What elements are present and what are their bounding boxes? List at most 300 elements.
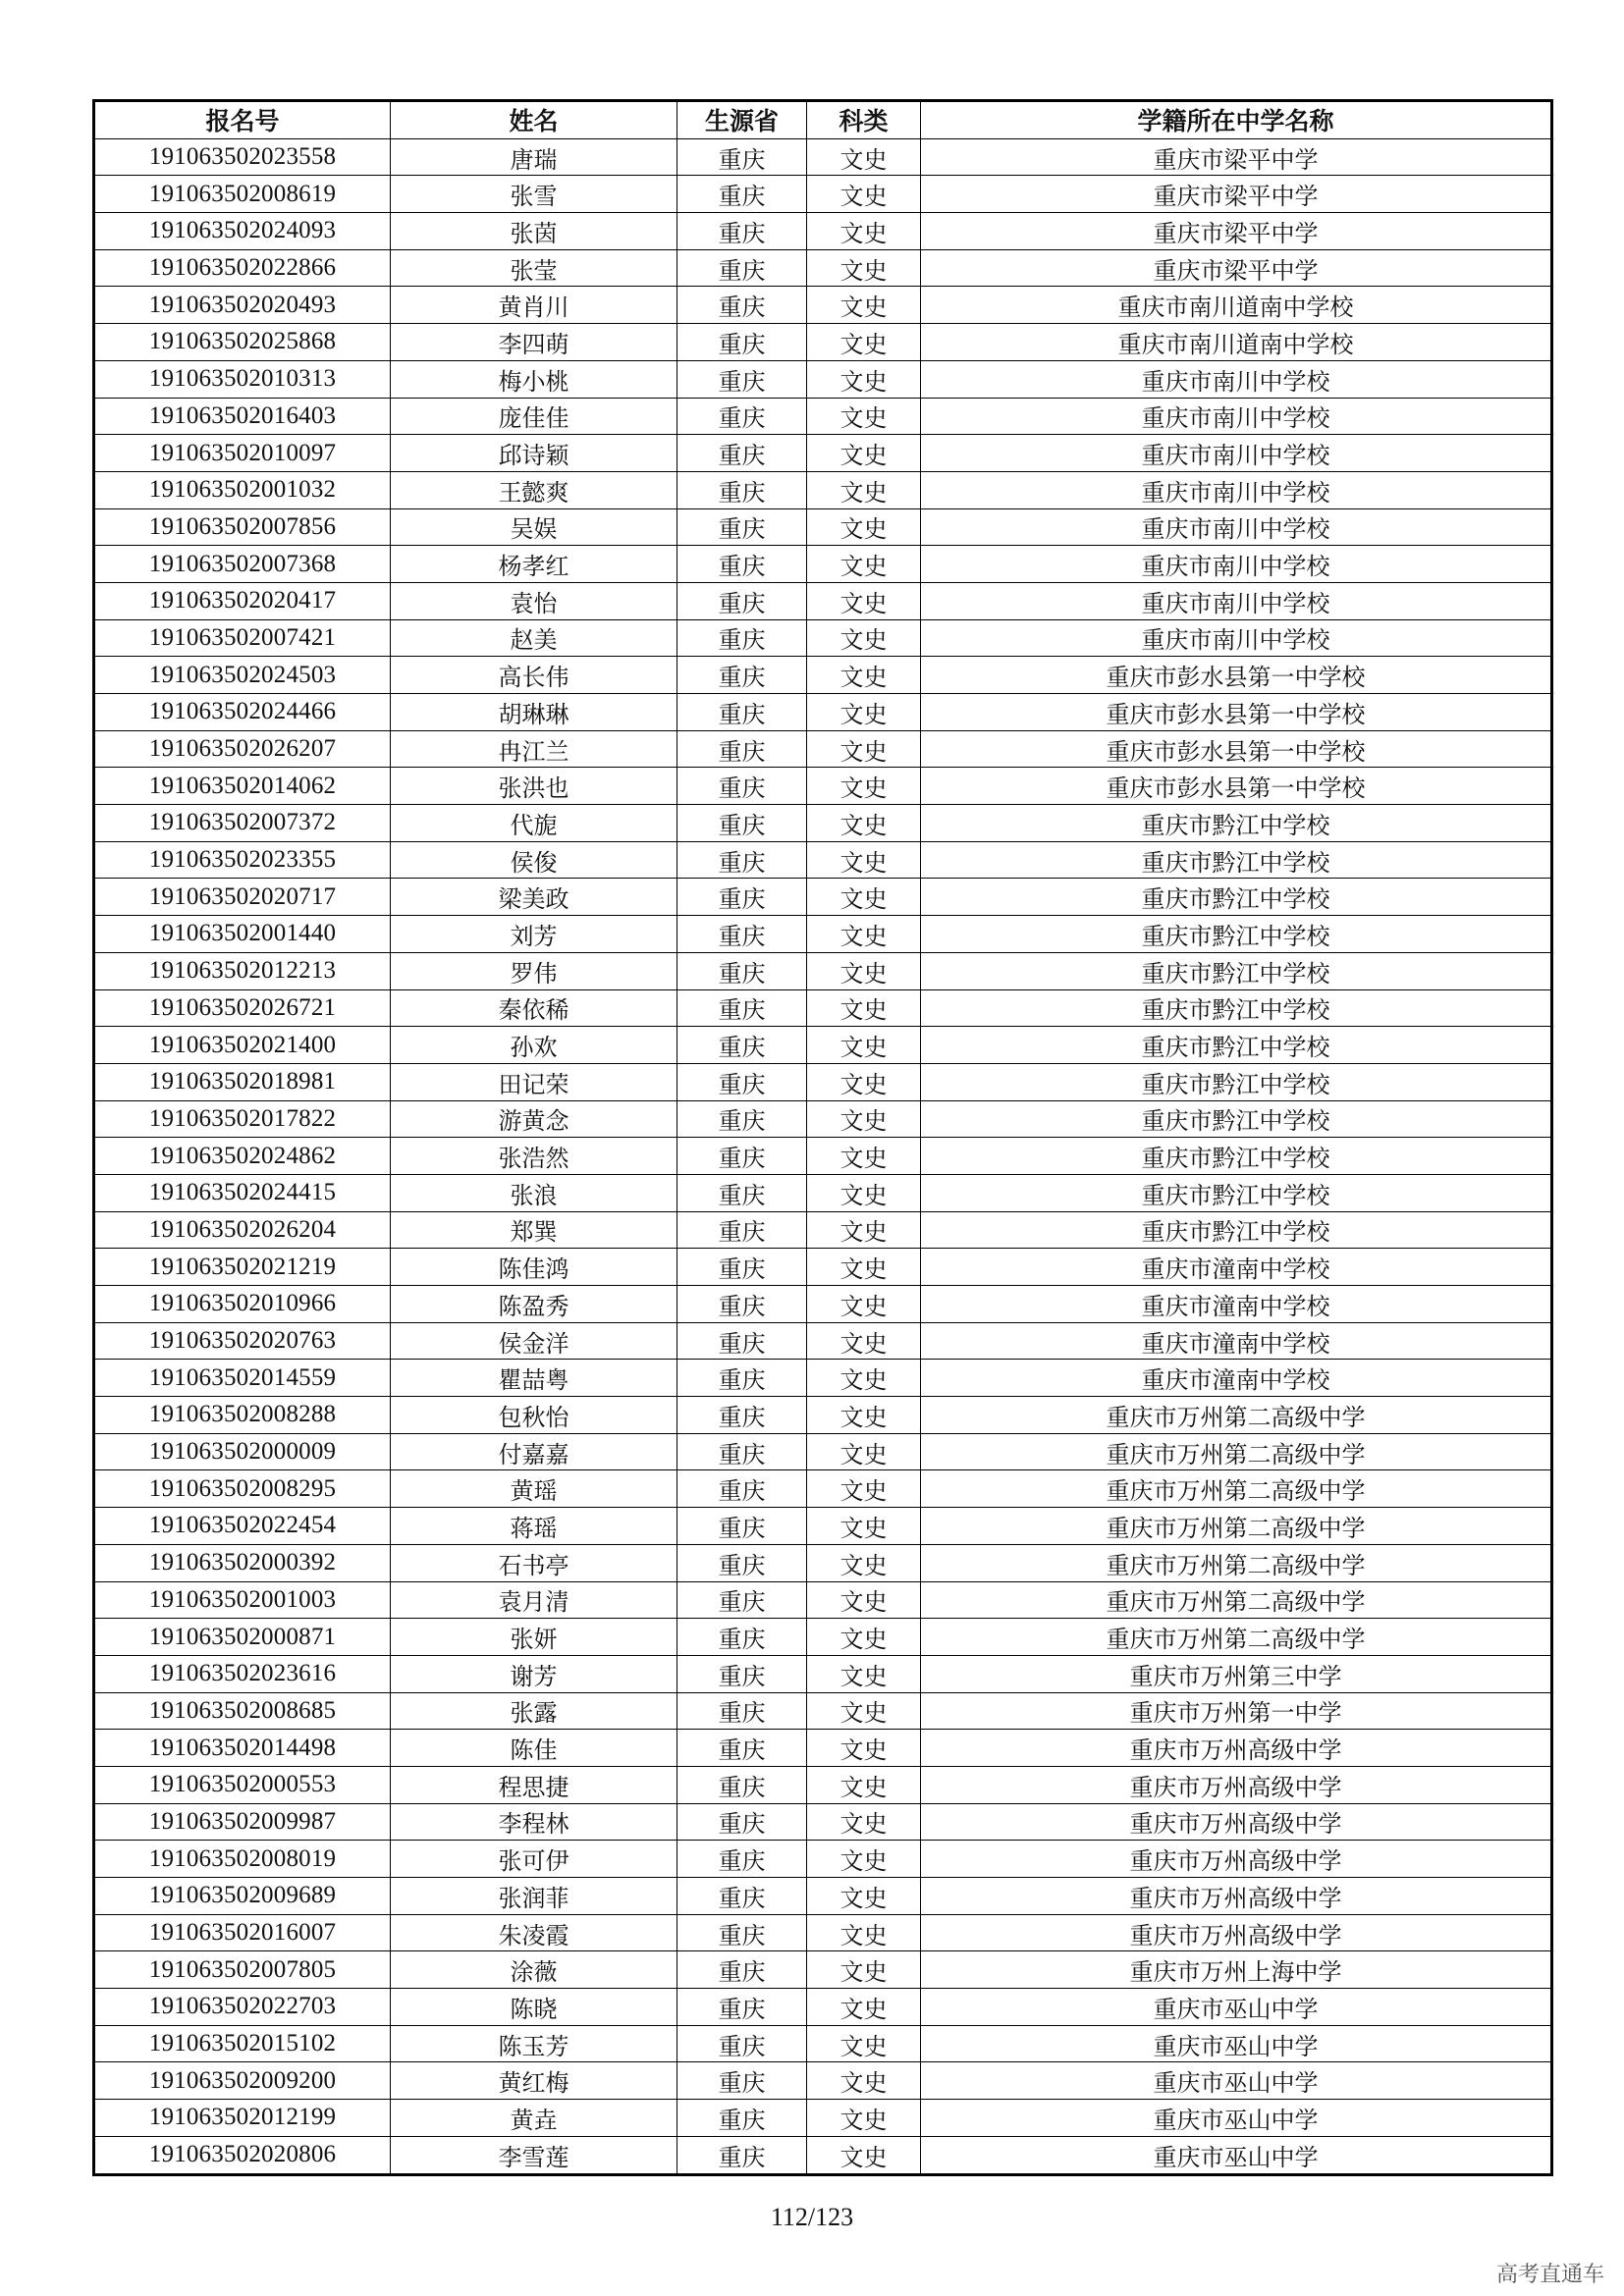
name-cell: 唐瑞 xyxy=(391,138,677,176)
name-cell: 陈晓 xyxy=(391,1989,677,2026)
school-cell: 重庆市黔江中学校 xyxy=(921,1100,1552,1138)
category-cell: 文史 xyxy=(807,768,921,805)
school-cell: 重庆市万州高级中学 xyxy=(921,1841,1552,1878)
registration-number-cell: 191063502020806 xyxy=(94,2136,391,2174)
school-cell: 重庆市巫山中学 xyxy=(921,2100,1552,2137)
registration-number-cell: 191063502001032 xyxy=(94,471,391,508)
registration-number-cell: 191063502022454 xyxy=(94,1508,391,1545)
name-cell: 包秋怡 xyxy=(391,1397,677,1434)
category-cell: 文史 xyxy=(807,1508,921,1545)
table-row xyxy=(94,582,1552,619)
registration-number-cell: 191063502007368 xyxy=(94,546,391,583)
school-cell: 重庆市南川中学校 xyxy=(921,546,1552,583)
school-cell: 重庆市万州第三中学 xyxy=(921,1655,1552,1692)
category-cell: 文史 xyxy=(807,694,921,731)
province-cell: 重庆 xyxy=(677,1692,807,1730)
category-cell: 文史 xyxy=(807,324,921,361)
registration-number-cell: 191063502000871 xyxy=(94,1619,391,1656)
table-row xyxy=(94,1211,1552,1249)
table-row xyxy=(94,1249,1552,1286)
category-cell: 文史 xyxy=(807,1692,921,1730)
category-cell: 文史 xyxy=(807,841,921,879)
province-cell: 重庆 xyxy=(677,1841,807,1878)
province-cell: 重庆 xyxy=(677,657,807,694)
category-cell: 文史 xyxy=(807,1470,921,1508)
table-row xyxy=(94,952,1552,989)
province-cell: 重庆 xyxy=(677,360,807,398)
category-cell: 文史 xyxy=(807,805,921,842)
name-cell: 代旎 xyxy=(391,805,677,842)
school-cell: 重庆市潼南中学校 xyxy=(921,1249,1552,1286)
name-cell: 石书亭 xyxy=(391,1544,677,1581)
table-row xyxy=(94,1508,1552,1545)
table-row xyxy=(94,1730,1552,1767)
province-cell: 重庆 xyxy=(677,1951,807,1989)
registration-number-cell: 191063502000009 xyxy=(94,1433,391,1470)
province-cell: 重庆 xyxy=(677,1027,807,1064)
table-row xyxy=(94,694,1552,731)
school-cell: 重庆市彭水县第一中学校 xyxy=(921,768,1552,805)
table-row xyxy=(94,989,1552,1027)
table-row xyxy=(94,1914,1552,1951)
province-cell: 重庆 xyxy=(677,582,807,619)
registration-number-cell: 191063502001440 xyxy=(94,916,391,953)
category-cell: 文史 xyxy=(807,1211,921,1249)
registration-number-cell: 191063502014559 xyxy=(94,1360,391,1397)
category-cell: 文史 xyxy=(807,1619,921,1656)
registration-number-cell: 191063502023558 xyxy=(94,138,391,176)
province-cell: 重庆 xyxy=(677,1581,807,1619)
school-cell: 重庆市万州第二高级中学 xyxy=(921,1397,1552,1434)
school-cell: 重庆市潼南中学校 xyxy=(921,1360,1552,1397)
school-cell: 重庆市梁平中学 xyxy=(921,249,1552,287)
name-cell: 黄瑶 xyxy=(391,1470,677,1508)
name-cell: 郑巽 xyxy=(391,1211,677,1249)
school-cell: 重庆市南川中学校 xyxy=(921,435,1552,472)
table-row xyxy=(94,471,1552,508)
category-cell: 文史 xyxy=(807,1655,921,1692)
province-cell: 重庆 xyxy=(677,952,807,989)
registration-number-cell: 191063502020417 xyxy=(94,582,391,619)
category-cell: 文史 xyxy=(807,1914,921,1951)
header-category: 科类 xyxy=(807,101,921,139)
category-cell: 文史 xyxy=(807,1100,921,1138)
category-cell: 文史 xyxy=(807,1138,921,1175)
province-cell: 重庆 xyxy=(677,879,807,916)
registration-number-cell: 191063502007856 xyxy=(94,508,391,546)
category-cell: 文史 xyxy=(807,1766,921,1803)
school-cell: 重庆市万州第二高级中学 xyxy=(921,1619,1552,1656)
table-row xyxy=(94,1655,1552,1692)
name-cell: 张莹 xyxy=(391,249,677,287)
registration-number-cell: 191063502024862 xyxy=(94,1138,391,1175)
name-cell: 王懿爽 xyxy=(391,471,677,508)
school-cell: 重庆市梁平中学 xyxy=(921,138,1552,176)
registration-number-cell: 191063502022703 xyxy=(94,1989,391,2026)
registration-number-cell: 191063502007372 xyxy=(94,805,391,842)
name-cell: 邱诗颖 xyxy=(391,435,677,472)
registration-number-cell: 191063502016403 xyxy=(94,398,391,435)
header-registration-number: 报名号 xyxy=(94,101,391,139)
school-cell: 重庆市南川道南中学校 xyxy=(921,324,1552,361)
name-cell: 黄垚 xyxy=(391,2100,677,2137)
province-cell: 重庆 xyxy=(677,1508,807,1545)
province-cell: 重庆 xyxy=(677,1397,807,1434)
table-row xyxy=(94,1989,1552,2026)
registration-number-cell: 191063502021219 xyxy=(94,1249,391,1286)
province-cell: 重庆 xyxy=(677,1249,807,1286)
name-cell: 陈盈秀 xyxy=(391,1286,677,1323)
table-row xyxy=(94,2062,1552,2100)
school-cell: 重庆市万州第一中学 xyxy=(921,1692,1552,1730)
name-cell: 侯俊 xyxy=(391,841,677,879)
province-cell: 重庆 xyxy=(677,619,807,657)
registration-number-cell: 191063502015102 xyxy=(94,2025,391,2062)
school-cell: 重庆市巫山中学 xyxy=(921,1989,1552,2026)
province-cell: 重庆 xyxy=(677,508,807,546)
table-row xyxy=(94,1322,1552,1360)
province-cell: 重庆 xyxy=(677,398,807,435)
registration-number-cell: 191063502008019 xyxy=(94,1841,391,1878)
registration-number-cell: 191063502024415 xyxy=(94,1174,391,1211)
category-cell: 文史 xyxy=(807,360,921,398)
province-cell: 重庆 xyxy=(677,249,807,287)
table-row xyxy=(94,1360,1552,1397)
name-cell: 付嘉嘉 xyxy=(391,1433,677,1470)
category-cell: 文史 xyxy=(807,1951,921,1989)
table-row xyxy=(94,176,1552,213)
school-cell: 重庆市黔江中学校 xyxy=(921,989,1552,1027)
registration-number-cell: 191063502009987 xyxy=(94,1803,391,1841)
category-cell: 文史 xyxy=(807,435,921,472)
school-cell: 重庆市黔江中学校 xyxy=(921,1211,1552,1249)
school-cell: 重庆市南川中学校 xyxy=(921,471,1552,508)
registration-number-cell: 191063502008295 xyxy=(94,1470,391,1508)
school-cell: 重庆市万州高级中学 xyxy=(921,1878,1552,1915)
table-row xyxy=(94,768,1552,805)
name-cell: 梅小桃 xyxy=(391,360,677,398)
category-cell: 文史 xyxy=(807,657,921,694)
name-cell: 张可伊 xyxy=(391,1841,677,1878)
name-cell: 陈佳 xyxy=(391,1730,677,1767)
name-cell: 黄红梅 xyxy=(391,2062,677,2100)
province-cell: 重庆 xyxy=(677,2136,807,2174)
school-cell: 重庆市南川中学校 xyxy=(921,619,1552,657)
category-cell: 文史 xyxy=(807,582,921,619)
registration-number-cell: 191063502017822 xyxy=(94,1100,391,1138)
province-cell: 重庆 xyxy=(677,694,807,731)
table-row xyxy=(94,2100,1552,2137)
header-school: 学籍所在中学名称 xyxy=(921,101,1552,139)
school-cell: 重庆市万州第二高级中学 xyxy=(921,1508,1552,1545)
school-cell: 重庆市黔江中学校 xyxy=(921,1174,1552,1211)
category-cell: 文史 xyxy=(807,213,921,250)
school-cell: 重庆市梁平中学 xyxy=(921,176,1552,213)
name-cell: 孙欢 xyxy=(391,1027,677,1064)
category-cell: 文史 xyxy=(807,138,921,176)
province-cell: 重庆 xyxy=(677,1878,807,1915)
category-cell: 文史 xyxy=(807,1286,921,1323)
table-row xyxy=(94,360,1552,398)
province-cell: 重庆 xyxy=(677,1433,807,1470)
province-cell: 重庆 xyxy=(677,2025,807,2062)
category-cell: 文史 xyxy=(807,2100,921,2137)
name-cell: 侯金洋 xyxy=(391,1322,677,1360)
name-cell: 罗伟 xyxy=(391,952,677,989)
registration-number-cell: 191063502024093 xyxy=(94,213,391,250)
school-cell: 重庆市万州第二高级中学 xyxy=(921,1470,1552,1508)
registration-number-cell: 191063502026207 xyxy=(94,730,391,768)
name-cell: 秦依稀 xyxy=(391,989,677,1027)
name-cell: 张浩然 xyxy=(391,1138,677,1175)
school-cell: 重庆市黔江中学校 xyxy=(921,952,1552,989)
province-cell: 重庆 xyxy=(677,1470,807,1508)
name-cell: 田记荣 xyxy=(391,1063,677,1100)
school-cell: 重庆市万州第二高级中学 xyxy=(921,1433,1552,1470)
category-cell: 文史 xyxy=(807,1878,921,1915)
name-cell: 程思捷 xyxy=(391,1766,677,1803)
province-cell: 重庆 xyxy=(677,1766,807,1803)
name-cell: 朱凌霞 xyxy=(391,1914,677,1951)
registration-number-cell: 191063502023355 xyxy=(94,841,391,879)
table-row xyxy=(94,1100,1552,1138)
category-cell: 文史 xyxy=(807,2025,921,2062)
registration-number-cell: 191063502020763 xyxy=(94,1322,391,1360)
registration-number-cell: 191063502010313 xyxy=(94,360,391,398)
name-cell: 黄肖川 xyxy=(391,287,677,324)
registration-number-cell: 191063502024503 xyxy=(94,657,391,694)
category-cell: 文史 xyxy=(807,471,921,508)
province-cell: 重庆 xyxy=(677,989,807,1027)
category-cell: 文史 xyxy=(807,1581,921,1619)
table-row xyxy=(94,1619,1552,1656)
table-row xyxy=(94,1470,1552,1508)
table-row xyxy=(94,508,1552,546)
province-cell: 重庆 xyxy=(677,1100,807,1138)
name-cell: 陈佳鸿 xyxy=(391,1249,677,1286)
category-cell: 文史 xyxy=(807,1027,921,1064)
registration-number-cell: 191063502014498 xyxy=(94,1730,391,1767)
name-cell: 刘芳 xyxy=(391,916,677,953)
table-row xyxy=(94,1544,1552,1581)
table-row xyxy=(94,1803,1552,1841)
category-cell: 文史 xyxy=(807,1989,921,2026)
province-cell: 重庆 xyxy=(677,916,807,953)
school-cell: 重庆市南川中学校 xyxy=(921,360,1552,398)
registration-number-cell: 191063502000553 xyxy=(94,1766,391,1803)
province-cell: 重庆 xyxy=(677,176,807,213)
province-cell: 重庆 xyxy=(677,1544,807,1581)
category-cell: 文史 xyxy=(807,1841,921,1878)
category-cell: 文史 xyxy=(807,989,921,1027)
name-cell: 谢芳 xyxy=(391,1655,677,1692)
school-cell: 重庆市黔江中学校 xyxy=(921,879,1552,916)
table-row xyxy=(94,546,1552,583)
table-row xyxy=(94,249,1552,287)
registration-number-cell: 191063502018981 xyxy=(94,1063,391,1100)
table-row xyxy=(94,435,1552,472)
name-cell: 高长伟 xyxy=(391,657,677,694)
category-cell: 文史 xyxy=(807,1730,921,1767)
registration-number-cell: 191063502025868 xyxy=(94,324,391,361)
province-cell: 重庆 xyxy=(677,1619,807,1656)
registration-number-cell: 191063502020493 xyxy=(94,287,391,324)
school-cell: 重庆市万州上海中学 xyxy=(921,1951,1552,1989)
category-cell: 文史 xyxy=(807,287,921,324)
watermark: 高考直通车 xyxy=(1495,2263,1604,2287)
registration-number-cell: 191063502021400 xyxy=(94,1027,391,1064)
table-row xyxy=(94,657,1552,694)
table-row xyxy=(94,287,1552,324)
name-cell: 李程林 xyxy=(391,1803,677,1841)
table-row xyxy=(94,1063,1552,1100)
name-cell: 瞿喆粤 xyxy=(391,1360,677,1397)
registration-number-cell: 191063502016007 xyxy=(94,1914,391,1951)
province-cell: 重庆 xyxy=(677,1803,807,1841)
category-cell: 文史 xyxy=(807,1397,921,1434)
header-province: 生源省 xyxy=(677,101,807,139)
table-row xyxy=(94,841,1552,879)
province-cell: 重庆 xyxy=(677,1138,807,1175)
school-cell: 重庆市彭水县第一中学校 xyxy=(921,694,1552,731)
school-cell: 重庆市梁平中学 xyxy=(921,213,1552,250)
school-cell: 重庆市彭水县第一中学校 xyxy=(921,657,1552,694)
table-row xyxy=(94,213,1552,250)
registration-number-cell: 191063502012199 xyxy=(94,2100,391,2137)
registration-number-cell: 191063502009689 xyxy=(94,1878,391,1915)
category-cell: 文史 xyxy=(807,730,921,768)
table-row xyxy=(94,1174,1552,1211)
registration-number-cell: 191063502026204 xyxy=(94,1211,391,1249)
province-cell: 重庆 xyxy=(677,324,807,361)
school-cell: 重庆市黔江中学校 xyxy=(921,916,1552,953)
category-cell: 文史 xyxy=(807,916,921,953)
name-cell: 张润菲 xyxy=(391,1878,677,1915)
table-row xyxy=(94,138,1552,176)
province-cell: 重庆 xyxy=(677,730,807,768)
table-row xyxy=(94,1841,1552,1878)
province-cell: 重庆 xyxy=(677,2100,807,2137)
registration-number-cell: 191063502023616 xyxy=(94,1655,391,1692)
name-cell: 胡琳琳 xyxy=(391,694,677,731)
name-cell: 游黄念 xyxy=(391,1100,677,1138)
registration-number-cell: 191063502008685 xyxy=(94,1692,391,1730)
school-cell: 重庆市黔江中学校 xyxy=(921,1138,1552,1175)
registration-number-cell: 191063502008619 xyxy=(94,176,391,213)
category-cell: 文史 xyxy=(807,1174,921,1211)
school-cell: 重庆市万州高级中学 xyxy=(921,1766,1552,1803)
registration-number-cell: 191063502007421 xyxy=(94,619,391,657)
table-row xyxy=(94,879,1552,916)
table-row xyxy=(94,1286,1552,1323)
province-cell: 重庆 xyxy=(677,1989,807,2026)
registration-number-cell: 191063502007805 xyxy=(94,1951,391,1989)
name-cell: 梁美政 xyxy=(391,879,677,916)
category-cell: 文史 xyxy=(807,1360,921,1397)
school-cell: 重庆市黔江中学校 xyxy=(921,841,1552,879)
province-cell: 重庆 xyxy=(677,1174,807,1211)
table-row xyxy=(94,1397,1552,1434)
school-cell: 重庆市万州第二高级中学 xyxy=(921,1581,1552,1619)
table-row xyxy=(94,619,1552,657)
registration-number-cell: 191063502009200 xyxy=(94,2062,391,2100)
name-cell: 李雪莲 xyxy=(391,2136,677,2174)
category-cell: 文史 xyxy=(807,546,921,583)
school-cell: 重庆市南川中学校 xyxy=(921,398,1552,435)
category-cell: 文史 xyxy=(807,398,921,435)
name-cell: 吴娱 xyxy=(391,508,677,546)
category-cell: 文史 xyxy=(807,1544,921,1581)
category-cell: 文史 xyxy=(807,952,921,989)
school-cell: 重庆市南川道南中学校 xyxy=(921,287,1552,324)
province-cell: 重庆 xyxy=(677,1322,807,1360)
registration-number-cell: 191063502022866 xyxy=(94,249,391,287)
category-cell: 文史 xyxy=(807,1249,921,1286)
table-row xyxy=(94,1766,1552,1803)
province-cell: 重庆 xyxy=(677,1063,807,1100)
registration-number-cell: 191063502014062 xyxy=(94,768,391,805)
name-cell: 张露 xyxy=(391,1692,677,1730)
registration-number-cell: 191063502026721 xyxy=(94,989,391,1027)
school-cell: 重庆市黔江中学校 xyxy=(921,1027,1552,1064)
name-cell: 杨孝红 xyxy=(391,546,677,583)
table-row xyxy=(94,2136,1552,2174)
table-row xyxy=(94,1027,1552,1064)
category-cell: 文史 xyxy=(807,1322,921,1360)
table-row xyxy=(94,730,1552,768)
category-cell: 文史 xyxy=(807,249,921,287)
school-cell: 重庆市南川中学校 xyxy=(921,582,1552,619)
table-row xyxy=(94,324,1552,361)
name-cell: 张妍 xyxy=(391,1619,677,1656)
name-cell: 张雪 xyxy=(391,176,677,213)
province-cell: 重庆 xyxy=(677,435,807,472)
school-cell: 重庆市巫山中学 xyxy=(921,2136,1552,2174)
province-cell: 重庆 xyxy=(677,1655,807,1692)
table-row xyxy=(94,805,1552,842)
table-row xyxy=(94,1951,1552,1989)
category-cell: 文史 xyxy=(807,879,921,916)
province-cell: 重庆 xyxy=(677,138,807,176)
school-cell: 重庆市巫山中学 xyxy=(921,2062,1552,2100)
name-cell: 张茵 xyxy=(391,213,677,250)
table-row xyxy=(94,398,1552,435)
school-cell: 重庆市万州高级中学 xyxy=(921,1914,1552,1951)
province-cell: 重庆 xyxy=(677,1211,807,1249)
category-cell: 文史 xyxy=(807,176,921,213)
name-cell: 袁怡 xyxy=(391,582,677,619)
registration-number-cell: 191063502001003 xyxy=(94,1581,391,1619)
school-cell: 重庆市潼南中学校 xyxy=(921,1322,1552,1360)
table-row xyxy=(94,1581,1552,1619)
province-cell: 重庆 xyxy=(677,1730,807,1767)
name-cell: 袁月清 xyxy=(391,1581,677,1619)
school-cell: 重庆市黔江中学校 xyxy=(921,805,1552,842)
province-cell: 重庆 xyxy=(677,546,807,583)
table-header-row xyxy=(94,101,1552,139)
registration-number-cell: 191063502020717 xyxy=(94,879,391,916)
category-cell: 文史 xyxy=(807,508,921,546)
province-cell: 重庆 xyxy=(677,805,807,842)
name-cell: 冉江兰 xyxy=(391,730,677,768)
name-cell: 张浪 xyxy=(391,1174,677,1211)
province-cell: 重庆 xyxy=(677,841,807,879)
registration-number-cell: 191063502012213 xyxy=(94,952,391,989)
name-cell: 李四萌 xyxy=(391,324,677,361)
province-cell: 重庆 xyxy=(677,213,807,250)
page-number: 112/123 xyxy=(770,2203,854,2231)
registration-number-cell: 191063502024466 xyxy=(94,694,391,731)
